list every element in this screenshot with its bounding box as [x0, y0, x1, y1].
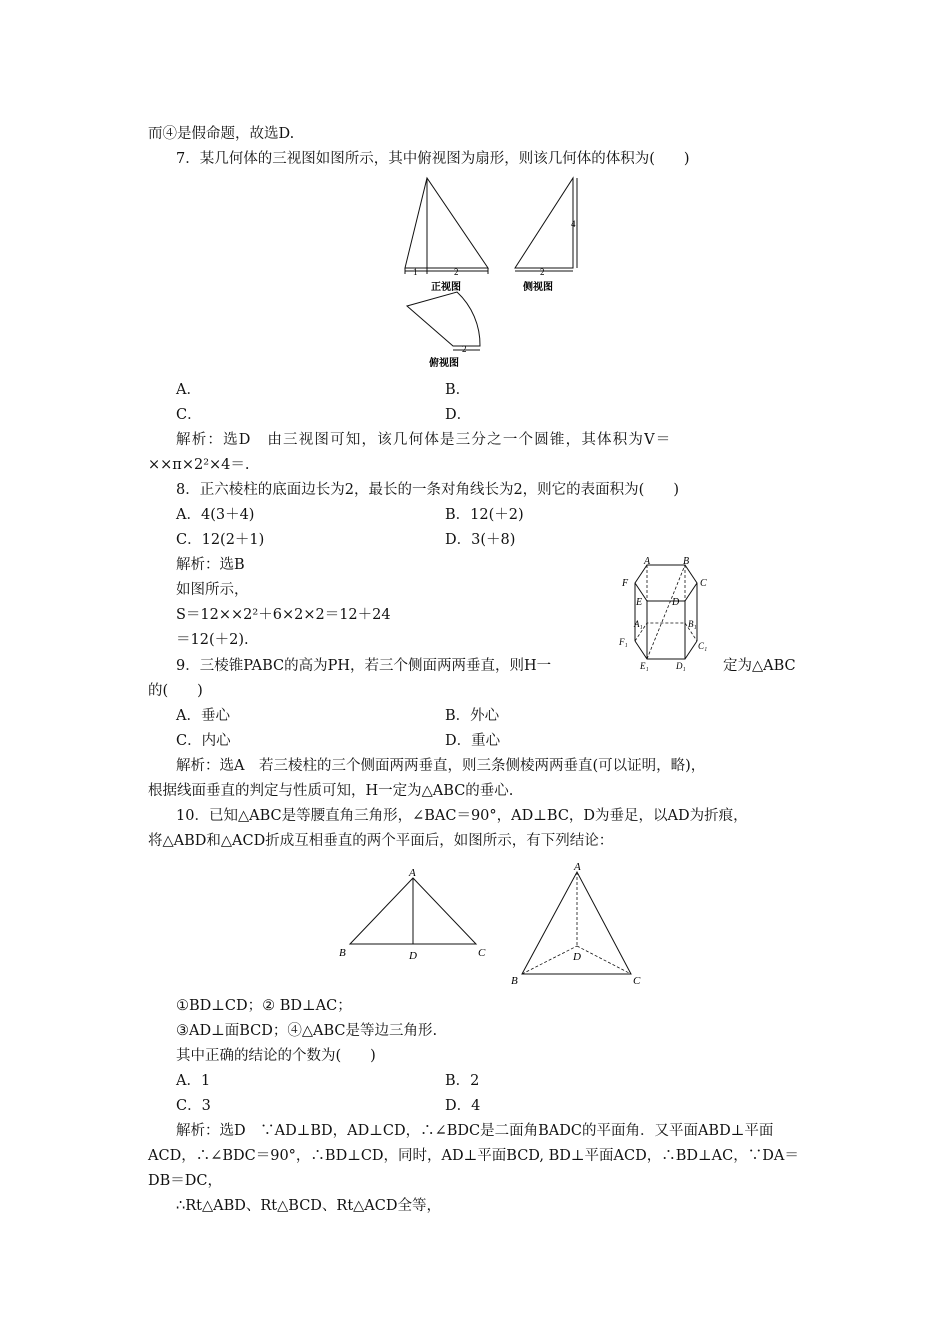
option-d: D．3(＋8): [445, 532, 516, 548]
front-view-caption: 正视图: [431, 282, 461, 293]
question-7: 7．某几何体的三视图如图所示，其中俯视图为扇形，则该几何体的体积为( ): [176, 151, 690, 167]
vertex-label: B₁: [688, 619, 697, 629]
option-c: C．: [176, 407, 202, 423]
solution-8: 解析：选B: [176, 557, 245, 573]
option-a: A．: [176, 382, 201, 398]
option-c: C．12(2＋1): [176, 532, 265, 548]
vertex-label: C₁: [698, 641, 708, 651]
vertex-label: E₁: [640, 661, 649, 671]
option-d: D．4: [445, 1098, 481, 1114]
option-d: D．: [445, 407, 472, 423]
vertex-label: C: [633, 975, 641, 987]
question-10: 将△ABD和△ACD折成互相垂直的两个平面后，如图所示，有下列结论：: [148, 833, 614, 849]
vertex-label: F₁: [619, 637, 628, 647]
vertex-label: D₁: [676, 661, 686, 671]
vertex-label: A: [409, 867, 416, 879]
top-view-sector: [407, 292, 480, 346]
vertex-label: C: [700, 578, 707, 589]
question-9: 定为△ABC: [723, 658, 796, 674]
front-view-triangle: [405, 178, 488, 268]
option-d: D．重心: [445, 733, 501, 749]
solution-8: 如图所示，: [176, 582, 249, 598]
three-view-figure: [395, 172, 585, 372]
vertex-label: D: [573, 951, 581, 963]
dim-label: 4: [571, 219, 576, 229]
option-a: A．1: [176, 1073, 211, 1089]
dim-label: 2: [462, 344, 467, 354]
solution-7: ××π×2²×4＝.: [148, 457, 250, 473]
solution-9: 解析：选A 若三棱柱的三个侧面两两垂直，则三条侧棱两两垂直(可以证明，略)，: [176, 758, 706, 774]
option-c: C．内心: [176, 733, 231, 749]
top-view-caption: 俯视图: [429, 358, 459, 369]
solution-10: ∴Rt△ABD、Rt△BCD、Rt△ACD全等，: [176, 1198, 441, 1214]
option-b: B．: [445, 382, 471, 398]
solution-8: S＝12××2²＋6×2×2＝12＋24: [176, 607, 391, 623]
dim-label: 1: [413, 267, 418, 277]
side-view-caption: 侧视图: [523, 282, 553, 293]
vertex-label: F: [622, 578, 629, 589]
option-b: B．12(＋2): [445, 507, 524, 523]
option-c: C．3: [176, 1098, 211, 1114]
option-a: A．垂心: [176, 708, 230, 724]
question-10: 10．已知△ABC是等腰直角三角形，∠BAC＝90°，AD⊥BC，D为垂足，以AD为折痕，: [176, 808, 748, 824]
vertex-label: B: [683, 556, 690, 567]
solution-7: 解析：选D 由三视图可知，该几何体是三分之一个圆锥，其体积为V＝: [176, 432, 672, 448]
solution-10: 解析：选D ∵AD⊥BD，AD⊥CD，∴∠BDC是二面角BADC的平面角．又平面ABD⊥平面: [176, 1123, 774, 1139]
option-a: A．4(3＋4): [176, 507, 255, 523]
option-b: B．外心: [445, 708, 500, 724]
solution-10: DB＝DC，: [148, 1173, 223, 1189]
solution-8: ＝12(＋2).: [176, 632, 249, 648]
vertex-label: B: [339, 947, 346, 959]
vertex-label: C: [478, 947, 486, 959]
vertex-label: A: [644, 556, 651, 567]
question-9: 的( ): [148, 683, 203, 699]
side-view-triangle: [515, 178, 573, 268]
text-line: 而④是假命题，故选D.: [148, 126, 295, 142]
vertex-label: D: [409, 950, 417, 962]
vertex-label: E: [636, 597, 643, 608]
fold-figure: [335, 862, 655, 992]
vertex-label: B: [511, 975, 518, 987]
question-10: 其中正确的结论的个数为( ): [176, 1048, 376, 1064]
vertex-label: A₁: [634, 619, 643, 629]
solution-9: 根据线面垂直的判定与性质可知，H一定为△ABC的垂心.: [148, 783, 514, 799]
dim-label: 2: [454, 267, 459, 277]
question-9: 9．三棱锥PABC的高为PH，若三个侧面两两垂直，则H一: [176, 658, 552, 674]
dim-label: 2: [540, 267, 545, 277]
vertex-label: D: [672, 597, 680, 608]
hexagonal-prism-figure: [612, 553, 712, 671]
conclusion-list: ③AD⊥面BCD；④△ABC是等边三角形.: [176, 1023, 438, 1039]
question-8: 8．正六棱柱的底面边长为2，最长的一条对角线长为2，则它的表面积为( ): [176, 482, 679, 498]
solution-10: ACD，∴∠BDC＝90°，∴BD⊥CD，同时，AD⊥平面BCD, BD⊥平面ACD，∴BD⊥AC，∵DA＝: [148, 1148, 799, 1164]
option-b: B．2: [445, 1073, 480, 1089]
vertex-label: A: [574, 862, 581, 873]
conclusion-list: ①BD⊥CD；② BD⊥AC；: [176, 998, 352, 1014]
